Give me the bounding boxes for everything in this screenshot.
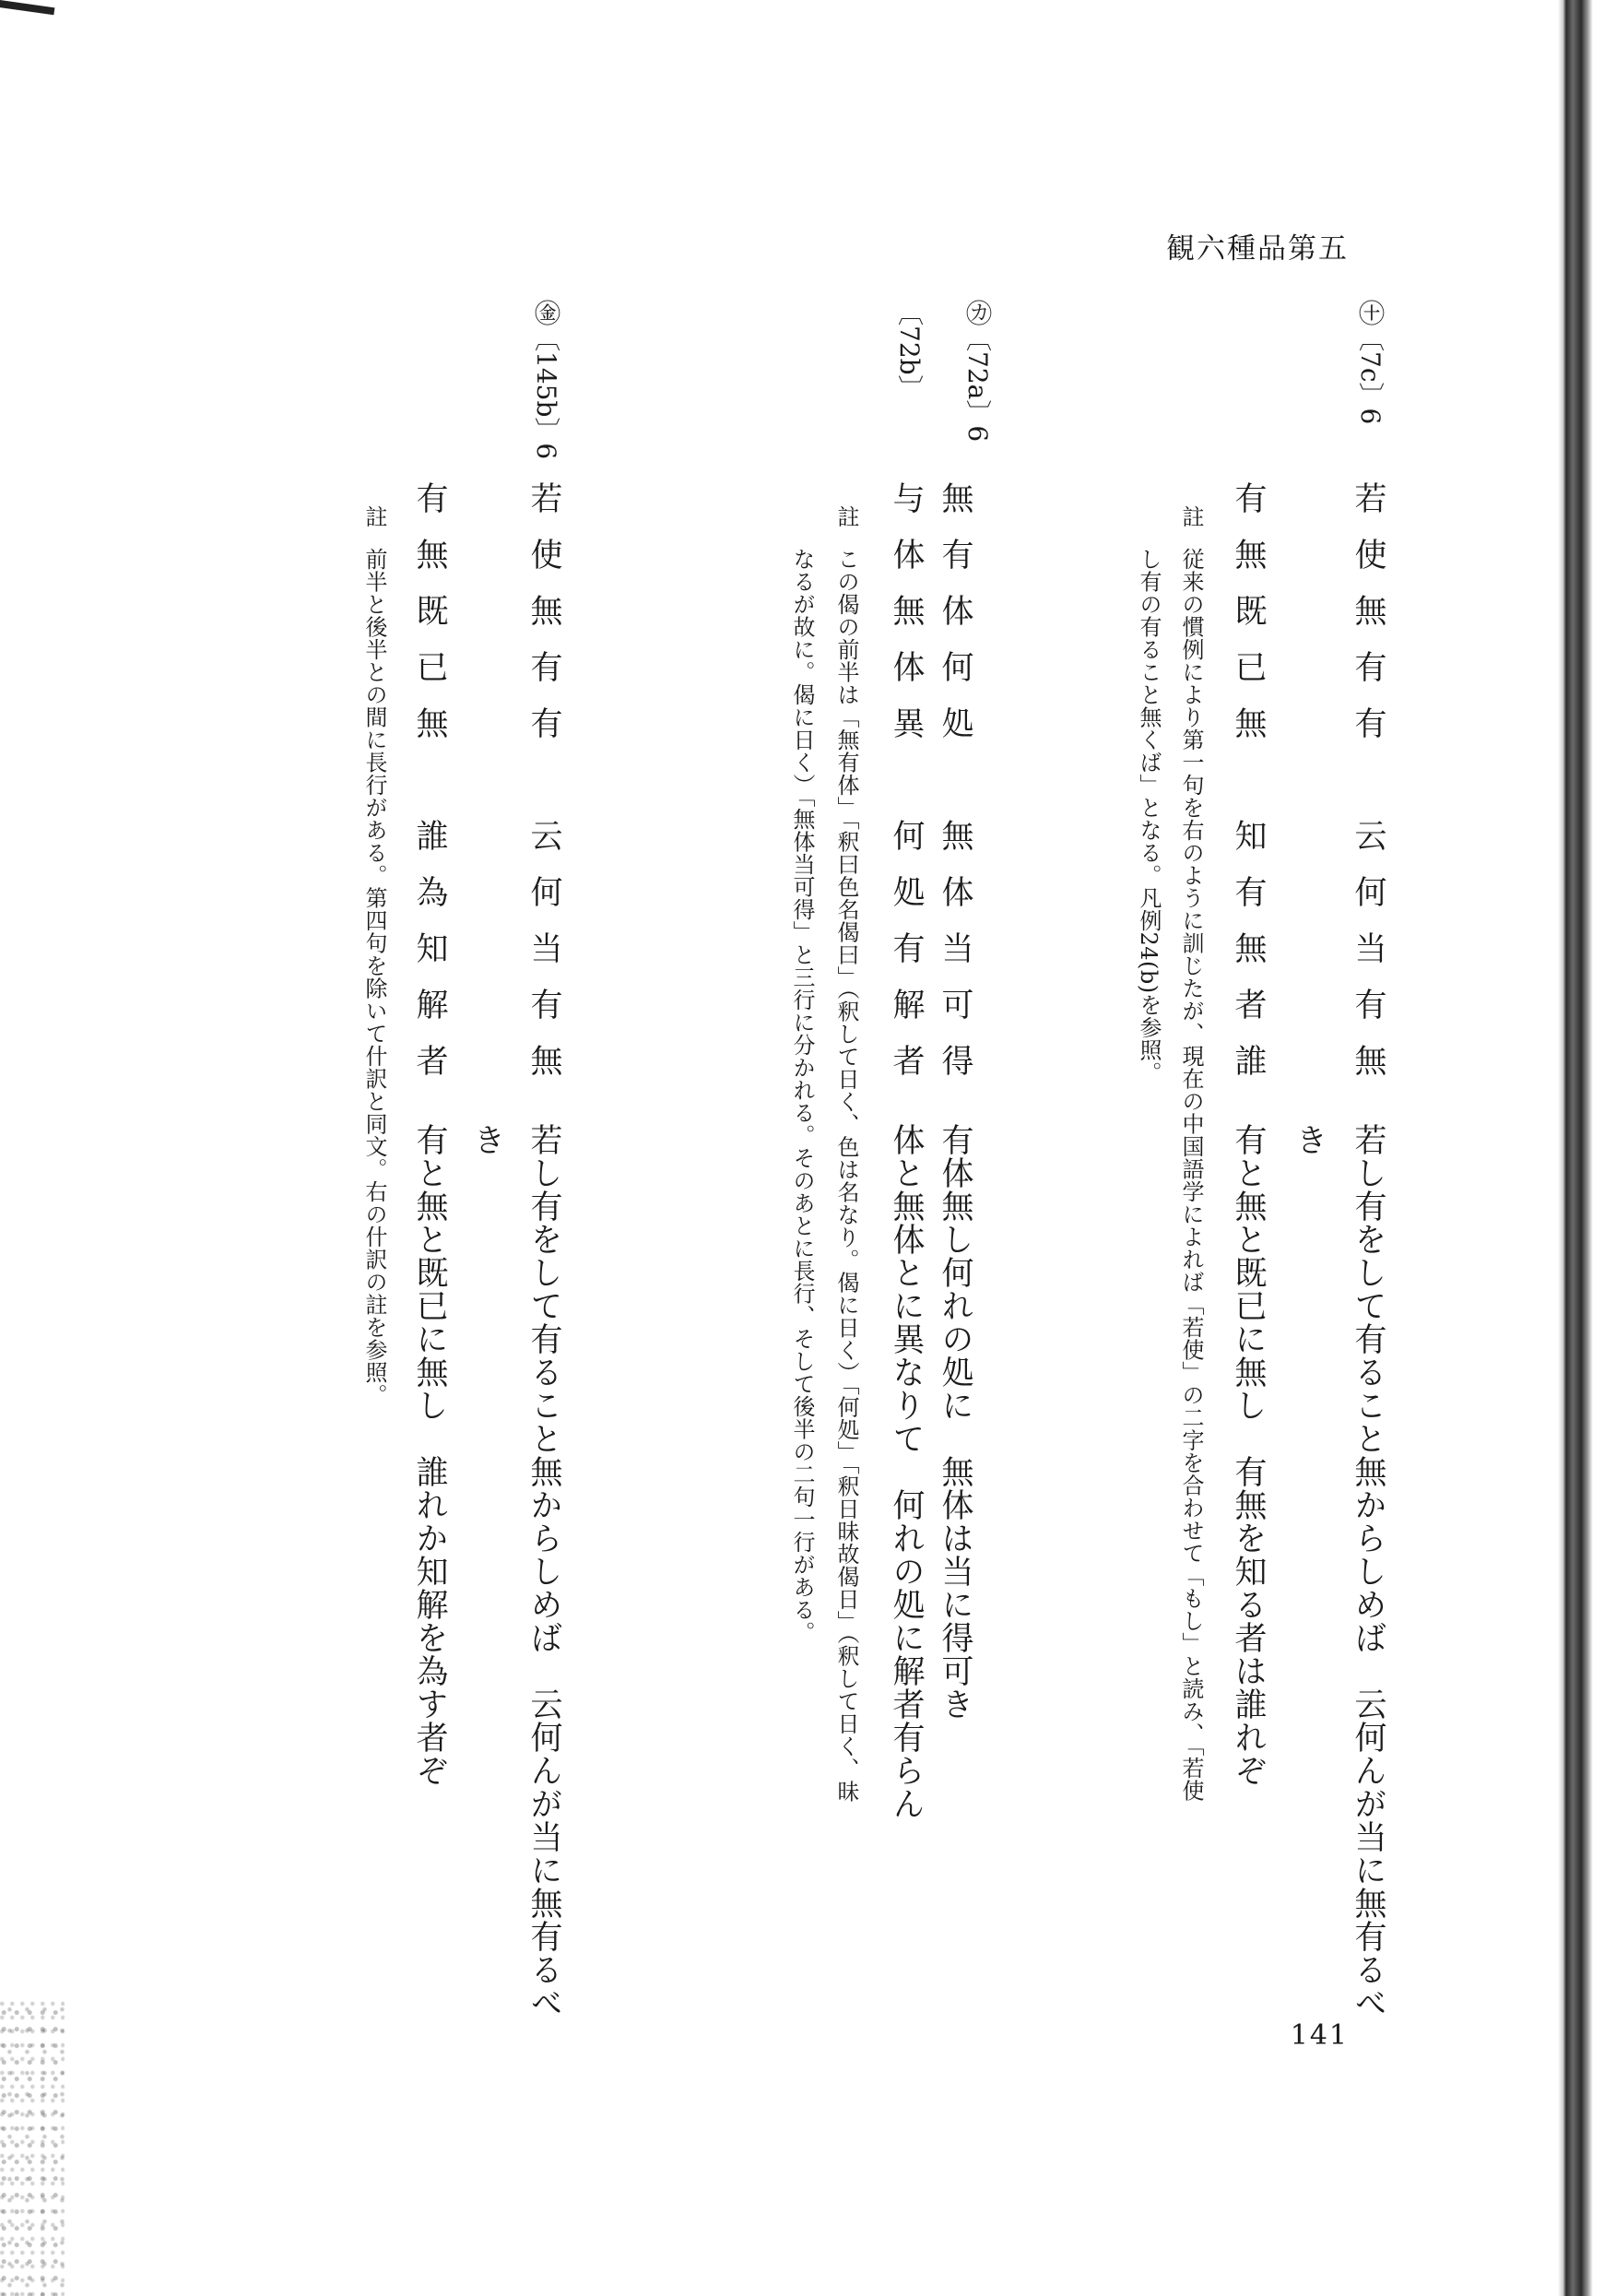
block2-note-line2: なるが故に。偈に日く）「無体当可得」と三行に分かれる。そのあとに長行、そして後半の二句一行がある。 xyxy=(789,548,815,1644)
block1-marker: ㊉〔7c〕6 xyxy=(1355,300,1386,425)
block3-verse1: 若使無有有 云何当有無 xyxy=(525,481,562,1100)
block1-verse1: 若使無有有 云何当有無 xyxy=(1350,481,1386,1100)
block3-verse2: 有無既已無 誰為知解者 xyxy=(411,481,448,1100)
block2-reading2: 体と無体とに異なりて 何れの処に解者有らん xyxy=(888,1123,925,1820)
block3-reading2: 有と無と既已に無し 誰れか知解を為す者ぞ xyxy=(411,1123,448,1787)
block2-note-label: 註 xyxy=(833,505,859,528)
block2-verse1: 無有体何処 無体当可得 xyxy=(937,481,973,1100)
block1-reading2: 有と無と既已に無し 有無を知る者は誰れぞ xyxy=(1230,1123,1267,1787)
scan-speckle xyxy=(0,2001,65,2296)
block3-note-label: 註 xyxy=(361,505,387,528)
block3-marker: ㊎〔145b〕6 xyxy=(531,300,561,460)
block2-note-line1: この偈の前半は「無有体」「釈曰色名偈曰」（釈して日く、色は名なり。偈に日く）「何処」「釈日昧故偈日」（釈して日く、昧 xyxy=(833,548,859,1803)
book-spine-shadow xyxy=(1533,0,1616,2296)
page-number: 141 xyxy=(1290,2019,1349,2052)
block2-marker2: 〔72b〕 xyxy=(894,300,925,401)
scan-corner-mark xyxy=(0,0,54,15)
running-head: 観六種品第五 xyxy=(1166,232,1349,266)
block2-verse2: 与体無体異 何処有解者 xyxy=(888,481,925,1100)
block1-verse2: 有無既已無 知有無者誰 xyxy=(1230,481,1267,1100)
block1-note-line2: し有の有ること無くば」となる。凡例24(b)を参照。 xyxy=(1136,548,1162,1084)
block1-note-label: 註 xyxy=(1178,505,1204,528)
block1-note-line1: 従来の慣例により第一句を右のように訓じたが、現在の中国語学によれば「若使」の二字を合わせて「もし」と読み、「若使 xyxy=(1178,548,1204,1802)
block2-marker1: ㋕〔72a〕6 xyxy=(962,300,993,443)
block3-reading1: 若し有をして有ること無からしめば 云何んが当に無有るべ xyxy=(525,1123,562,2019)
block3-reading1-cont: き xyxy=(468,1123,505,1156)
block3-note-line1: 前半と後半との間に長行がある。第四句を除いて什訳と同文。右の什訳の註を参照。 xyxy=(361,548,387,1406)
block1-reading1-cont: き xyxy=(1291,1123,1327,1156)
block2-reading1: 有体無し何れの処に 無体は当に得可き xyxy=(937,1123,973,1721)
block1-reading1: 若し有をして有ること無からしめば 云何んが当に無有るべ xyxy=(1350,1123,1386,2019)
